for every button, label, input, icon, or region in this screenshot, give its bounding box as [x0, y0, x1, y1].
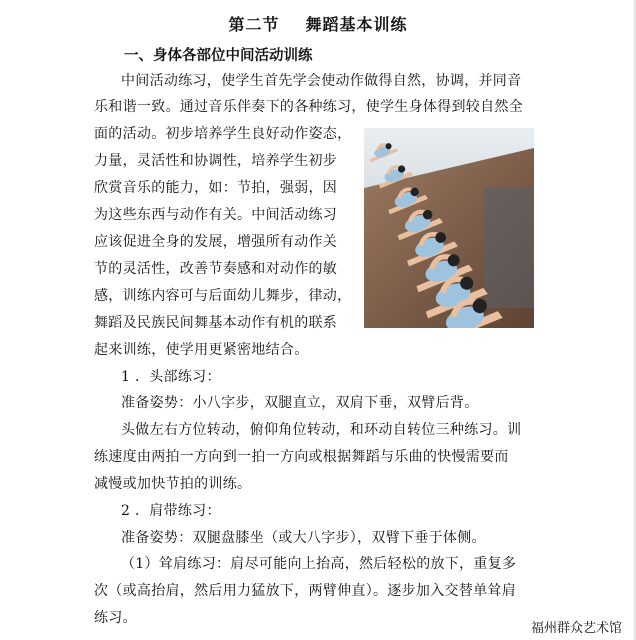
text-line: 减慢或加快节拍的训练。 [94, 476, 252, 492]
text-line: （1）耸肩练习：肩尽可能向上抬高，然后轻松的放下，重复多 [121, 556, 517, 572]
page-title [0, 12, 636, 35]
footer-organization: 福州群众艺术馆 [530, 621, 622, 636]
dance-class-illustration [364, 128, 534, 328]
list-heading: 1 ．头部练习： [121, 369, 221, 385]
text-line: 应该促进全身的发展，增强所有动作关 [94, 234, 338, 250]
text-line: 舞蹈及民族民间舞基本动作有机的联系 [94, 315, 338, 331]
text-line: 练习。 [94, 610, 137, 626]
section-title: 舞蹈基本训练 [305, 15, 408, 34]
subheading: 一、身体各部位中间活动训练 [124, 48, 313, 64]
text-line: 练速度由两拍一方向到一拍一方向或根据舞蹈与乐曲的快慢需要而 [94, 449, 509, 465]
section-number: 第二节 [228, 15, 280, 34]
text-line: 为这些东西与动作有关。中间活动练习 [94, 207, 338, 223]
list-heading: 2 ．肩带练习： [121, 503, 221, 519]
text-line: 头做左右方位转动，俯仰角位转动，和环动自转位三种练习。训 [121, 422, 522, 438]
text-line: 准备姿势：小八字步，双腿直立，双肩下垂，双臂后背。 [121, 395, 479, 411]
text-line: 欣赏音乐的能力，如：节拍，强弱，因 [94, 180, 338, 196]
text-line: 乐和谐一致。通过音乐伴奏下的各种练习，使学生身体得到较自然全 [94, 99, 523, 115]
text-line: 准备姿势：双腿盘膝坐（或大八字步），双臂下垂于体侧。 [121, 530, 486, 546]
text-line: 起来训练，使学用更紧密地结合。 [94, 342, 309, 358]
text-line: 感，训练内容可与后面幼儿舞步，律动， [94, 288, 352, 304]
text-line: 力量，灵活性和协调性，培养学生初步 [94, 153, 338, 169]
text-line: 节的灵活性，改善节奏感和对动作的敏 [94, 261, 338, 277]
dance-class-photo [364, 128, 534, 328]
text-line: 次（或高抬肩，然后用力猛放下，两臂伸直）。逐步加入交替单耸肩 [94, 583, 516, 599]
text-line: 面的活动。初步培养学生良好动作姿态， [94, 126, 352, 142]
photo-side-bags [484, 188, 534, 308]
text-line: 中间活动练习，使学生首先学会使动作做得自然，协调，并同音 [121, 73, 522, 89]
